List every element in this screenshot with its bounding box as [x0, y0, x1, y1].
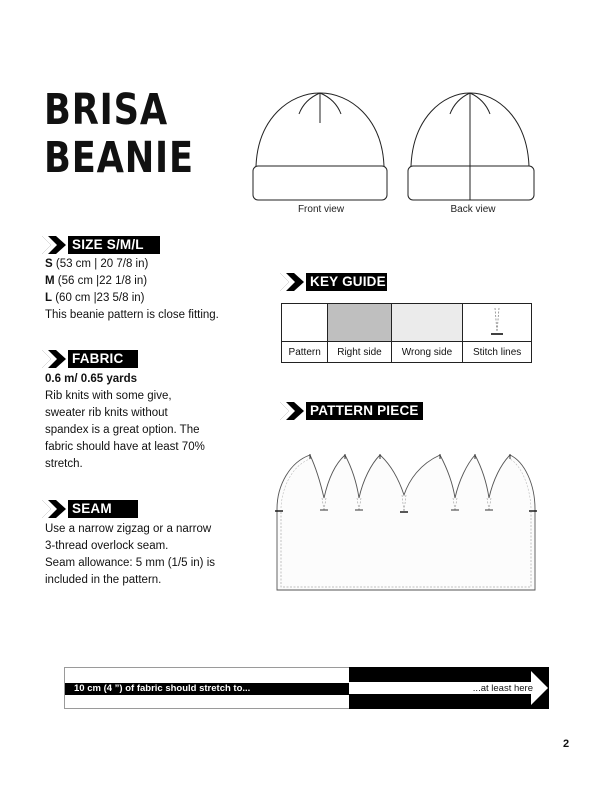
front-view-caption: Front view: [297, 204, 345, 215]
fabric-line: stretch.: [45, 458, 83, 470]
page-title: [44, 86, 194, 182]
fabric-line: fabric should have at least 70%: [45, 441, 205, 453]
chevron-right-icon: [42, 236, 68, 254]
chevron-right-icon: [280, 402, 306, 420]
key-label-right-side: Right side: [328, 342, 391, 363]
fabric-heading: FABRIC: [42, 350, 138, 368]
title-line-2: BEANIE: [44, 133, 194, 183]
seam-heading: SEAM: [42, 500, 138, 518]
chevron-right-icon: [280, 273, 306, 291]
size-item-l: L (60 cm |23 5/8 in): [45, 292, 145, 304]
key-label-stitch-lines: Stitch lines: [463, 342, 532, 363]
chevron-right-icon: [42, 500, 68, 518]
stretch-guide: [64, 667, 548, 709]
front-view-illustration: [250, 88, 390, 204]
fabric-line: sweater rib knits without: [45, 407, 168, 419]
seam-line: 3-thread overlock seam.: [45, 540, 169, 552]
back-view-illustration: [403, 88, 543, 204]
seam-line: Use a narrow zigzag or a narrow: [45, 523, 212, 535]
swatch-pattern: [282, 304, 328, 342]
seam-line: Seam allowance: 5 mm (1/5 in) is: [45, 557, 216, 569]
stretch-end-label: ...at least here: [472, 683, 533, 694]
fabric-line: Rib knits with some give,: [45, 390, 172, 402]
swatch-stitch-lines: [463, 304, 532, 342]
pattern-piece-drawing: [275, 450, 537, 595]
key-guide-heading: KEY GUIDE: [280, 273, 387, 291]
pattern-piece-heading: PATTERN PIECE: [280, 402, 423, 420]
swatch-wrong-side: [391, 304, 463, 342]
back-view-caption: Back view: [450, 204, 496, 215]
key-label-wrong-side: Wrong side: [391, 342, 463, 363]
seam-text: [45, 521, 215, 589]
fabric-line: spandex is a great option. The: [45, 424, 200, 436]
title-line-1: BRISA: [44, 85, 168, 135]
swatch-right-side: [328, 304, 391, 342]
page-number: 2: [563, 738, 570, 750]
size-item-s: S (53 cm | 20 7/8 in): [45, 258, 149, 270]
chevron-right-icon: [42, 350, 68, 368]
seam-line: included in the pattern.: [45, 574, 162, 586]
key-guide-table: [281, 303, 532, 363]
stitch-line-icon: [487, 306, 507, 340]
key-label-pattern: Pattern: [282, 342, 328, 363]
size-note: This beanie pattern is close fitting.: [45, 309, 219, 321]
size-heading: SIZE S/M/L: [42, 236, 160, 254]
fabric-amount: 0.6 m/ 0.65 yards: [45, 373, 138, 385]
fabric-text: [45, 371, 205, 473]
stretch-start-label: 10 cm (4 ”) of fabric should stretch to...: [65, 683, 349, 695]
size-list: [45, 256, 219, 324]
size-item-m: M (56 cm |22 1/8 in): [45, 275, 148, 287]
